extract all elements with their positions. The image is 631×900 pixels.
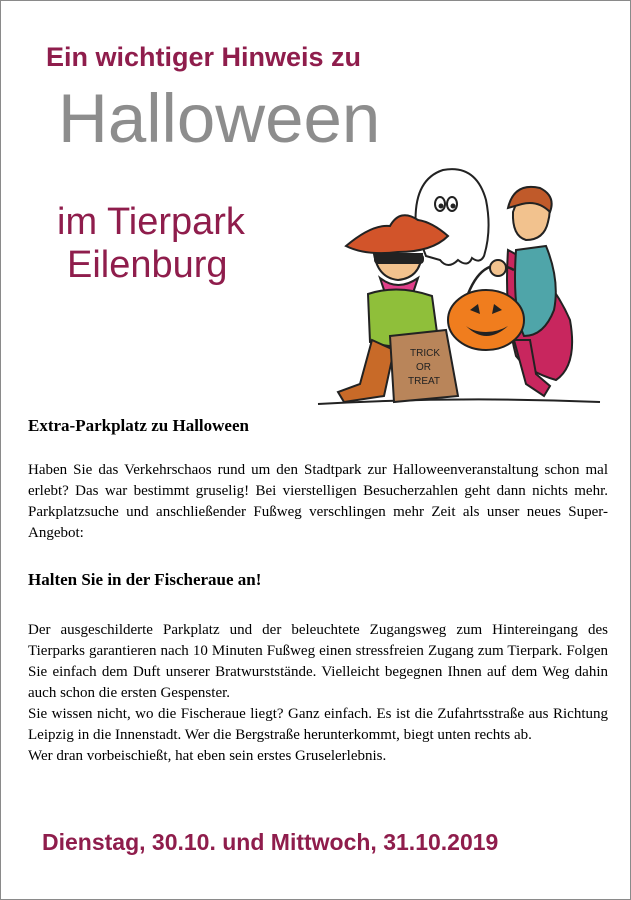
paragraph-directions-2: Sie wissen nicht, wo die Fischeraue liegt? Ganz einfach. Es ist die Zufahrtsstraße aus Richtung Leipzig in die Innenstadt. Wer die Bergstraße herunterkommt, biegt unten rechts ab. bbox=[28, 706, 608, 743]
title-line-1: Ein wichtiger Hinweis zu bbox=[46, 42, 362, 72]
halloween-kids-illustration bbox=[308, 160, 608, 412]
pumpkin-icon bbox=[448, 290, 524, 350]
paragraph-directions-3: Wer dran vorbeischießt, hat eben sein erstes Gruselerlebnis. bbox=[28, 748, 387, 764]
event-dates: Dienstag, 30.10. und Mittwoch, 31.10.2019 bbox=[42, 829, 499, 855]
paragraph-intro: Haben Sie das Verkehrschaos rund um den Stadtpark zur Halloweenveranstaltung schon mal erlebt? Das war bestimmt gruselig! Bei vierstelligen Besucherzahlen geht dann nichts mehr. Parkplatzsuche und anschließender Fußweg verschlingen mehr Zeit als unser neues Super-Angebot: bbox=[28, 462, 608, 541]
bag-text-or: OR bbox=[416, 362, 431, 373]
cowboy-legs bbox=[338, 340, 394, 402]
section-heading-parking: Extra-Parkplatz zu Halloween bbox=[28, 416, 249, 435]
paragraph-directions bbox=[28, 620, 608, 767]
section-heading-fischeraue: Halten Sie in der Fischeraue an! bbox=[28, 570, 262, 589]
title-location bbox=[57, 201, 245, 287]
paragraph-directions-1: Der ausgeschilderte Parkplatz und der beleuchtete Zugangsweg zum Hintereingang des Tierparks garantieren nach 10 Minuten Fußweg einen stressfreien Zugang zum Tierpark. Folgen Sie einfach dem Duft unserer Bratwurststände. Vielleicht begegnen Ihnen auf dem Weg dahin auch schon die ersten Gespenster. bbox=[28, 622, 608, 701]
title-halloween: Halloween bbox=[58, 80, 381, 157]
bag-text-treat: TREAT bbox=[408, 376, 441, 387]
title-location-line-2: Eilenburg bbox=[67, 244, 228, 286]
mask bbox=[374, 254, 424, 264]
title-location-line-1: im Tierpark bbox=[57, 201, 245, 243]
bag-text-trick: TRICK bbox=[410, 348, 440, 359]
ghost-icon bbox=[416, 169, 489, 265]
